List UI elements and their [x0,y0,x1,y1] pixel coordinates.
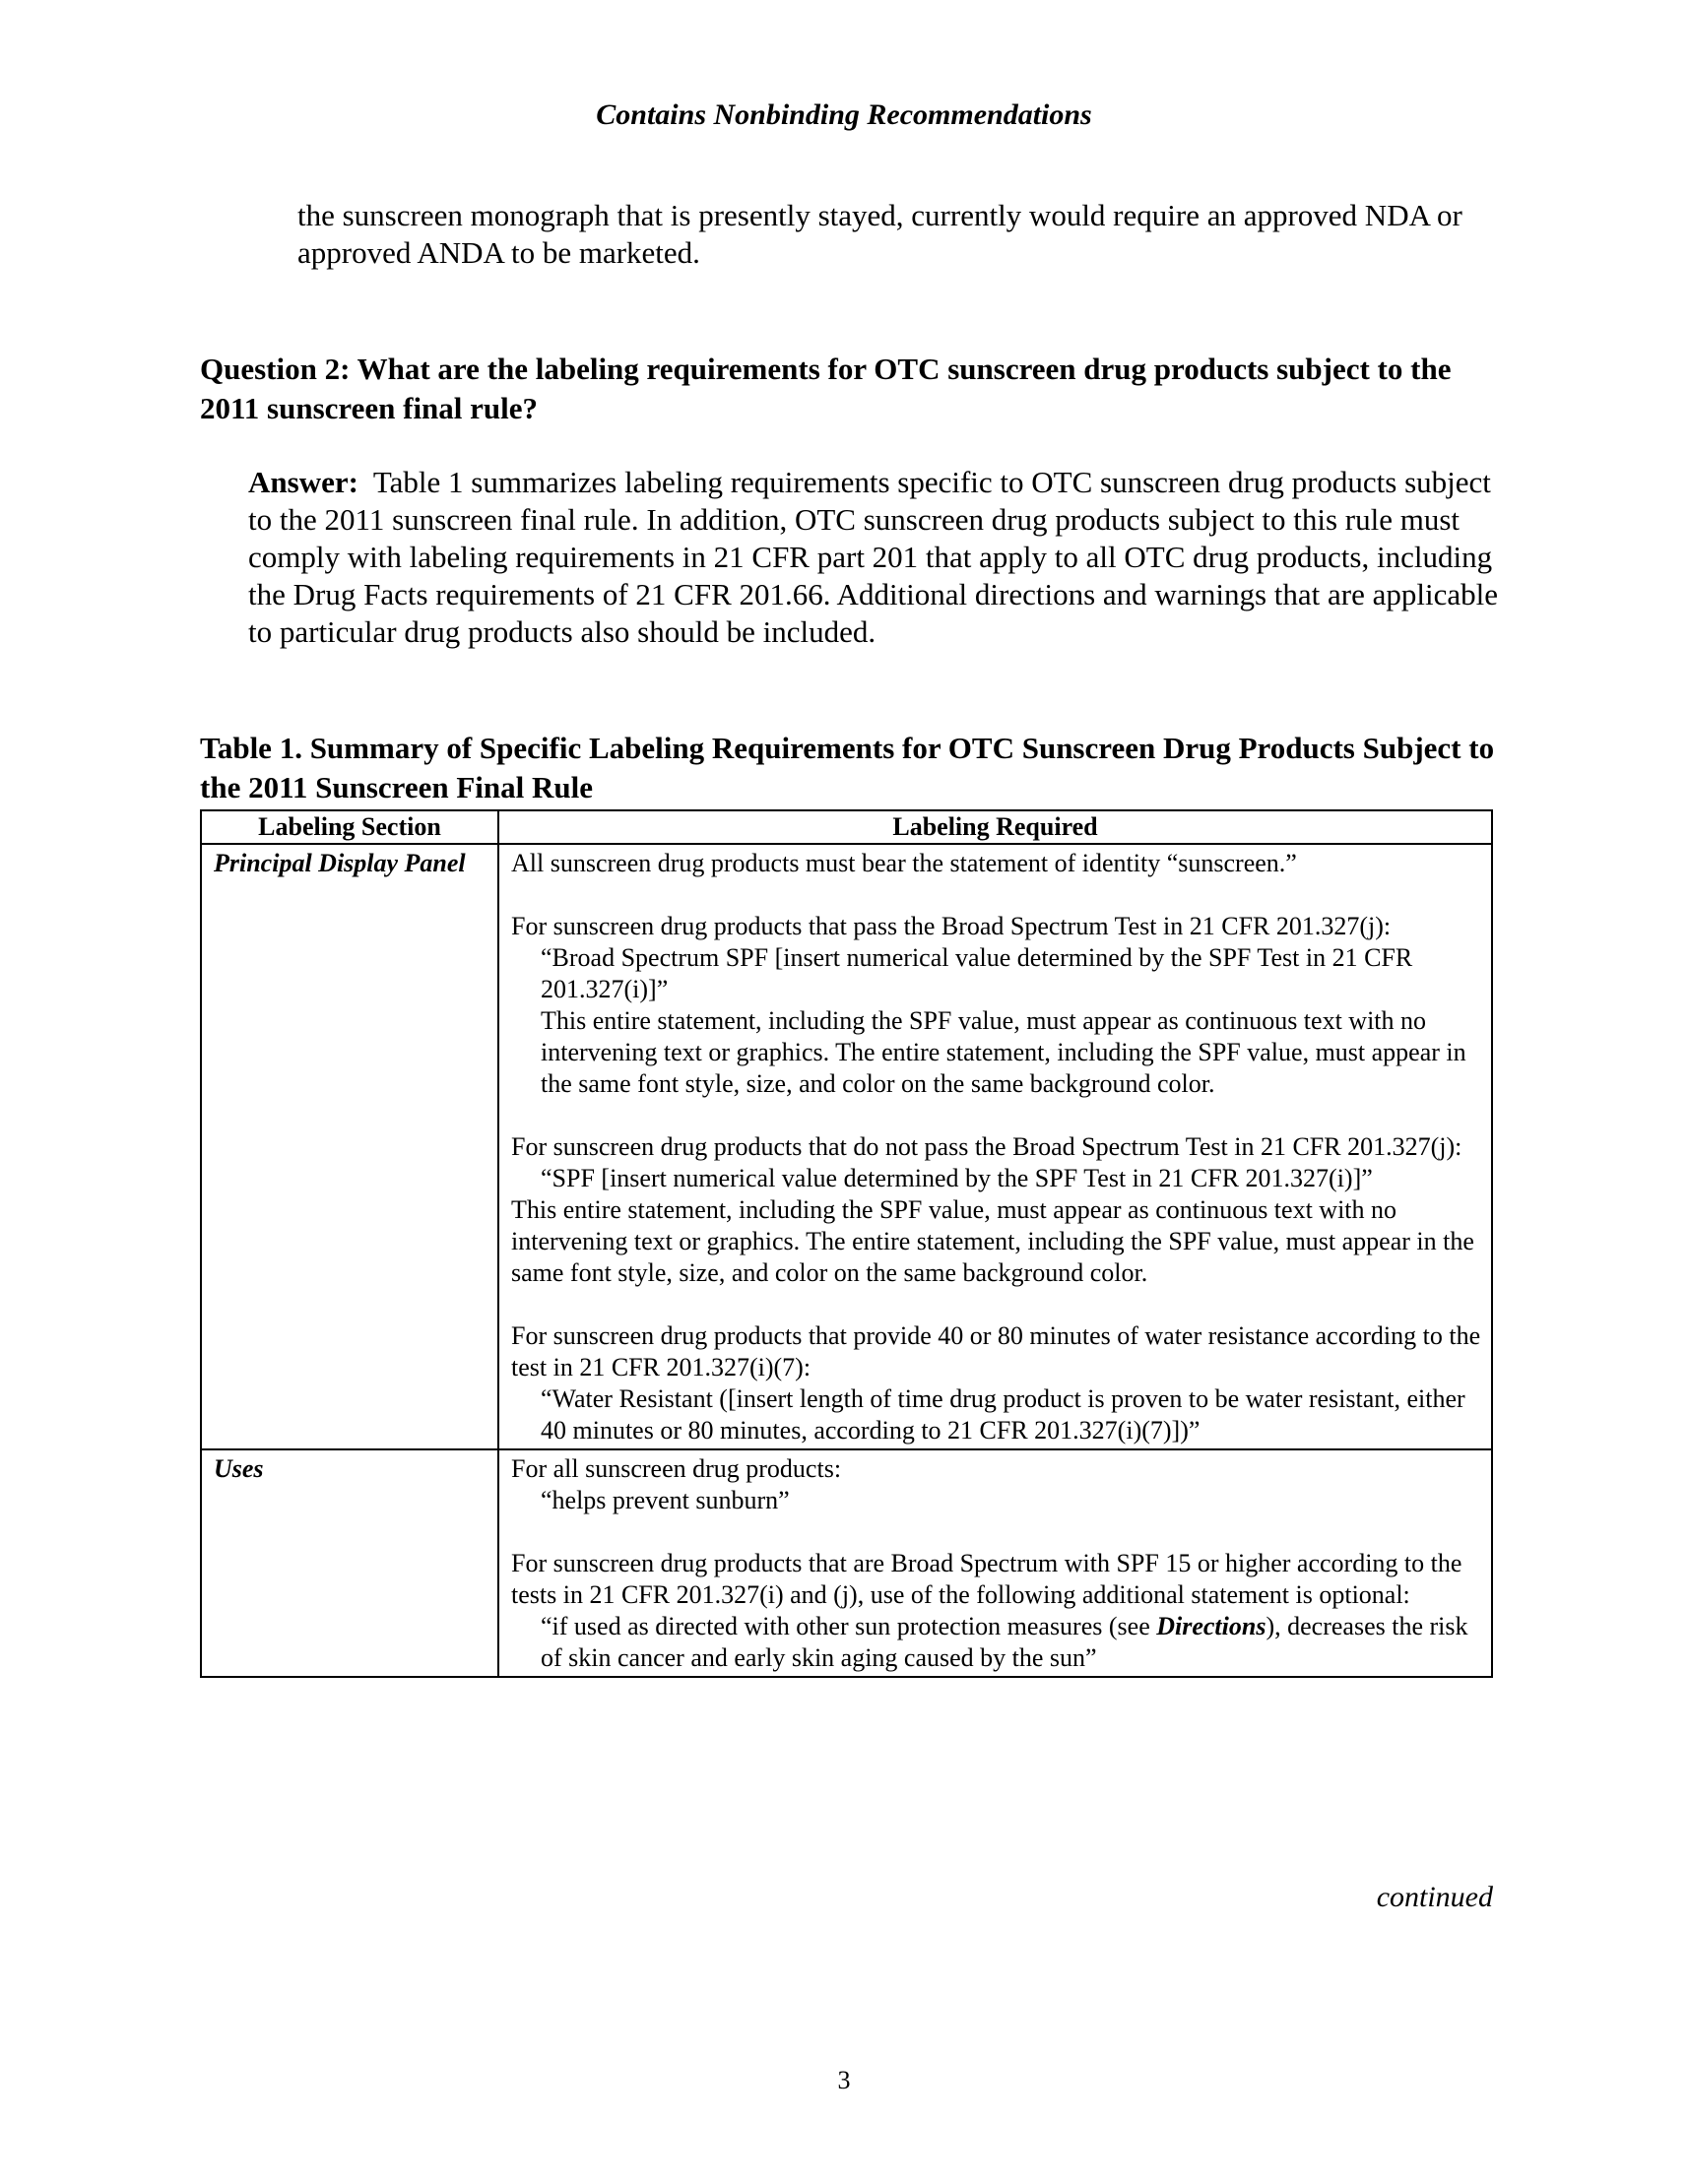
continuation-paragraph: the sunscreen monograph that is presently stayed, currently would require an approved NDA or approved ANDA to be marketed. [297,198,1462,270]
question-heading: Question 2: What are the labeling requirements for OTC sunscreen drug products subject to the 2011 sunscreen final rule? [200,352,1452,425]
non-broad-spectrum-intro: For sunscreen drug products that do not pass the Broad Spectrum Test in 21 CFR 201.327(j): [511,1132,1462,1161]
water-resistance-intro: For sunscreen drug products that provide 40 or 80 minutes of water resistance according to the test in 21 CFR 201.327(i)(7): [511,1321,1481,1381]
column-header-section: Labeling Section [201,810,498,844]
page-number: 3 [837,2066,851,2094]
non-broad-spectrum-note: This entire statement, including the SPF value, must appear as continuous text with no intervening text or graphics. The entire statement, including the SPF value, must appear in the same font style, size, and color on the same background color. [511,1195,1474,1287]
uses-quote: “helps prevent sunburn” [541,1486,790,1514]
row-requirements [498,1449,1492,1677]
optional-statement-intro: For sunscreen drug products that are Broad Spectrum with SPF 15 or higher according to the tests in 21 CFR 201.327(i) and (j), use of the following additional statement is optional: [511,1549,1462,1609]
table-row [201,1449,1492,1677]
quote-part-a: “if used as directed with other sun protection measures (see [541,1612,1157,1640]
broad-spectrum-note: This entire statement, including the SPF value, must appear as continuous text with no intervening text or graphics. The entire statement, including the SPF value, must appear in the same font style, size, and color on the same background color. [541,1006,1466,1098]
statement-of-identity: All sunscreen drug products must bear the statement of identity “sunscreen.” [511,849,1297,877]
broad-spectrum-quote: “Broad Spectrum SPF [insert numerical value determined by the SPF Test in 21 CFR 201.327(i)]” [541,943,1413,1003]
table-header-row [201,810,1492,844]
labeling-requirements-table [200,809,1493,1678]
row-section-label: Uses [201,1449,498,1677]
directions-reference: Directions [1156,1612,1266,1640]
broad-spectrum-intro: For sunscreen drug products that pass the Broad Spectrum Test in 21 CFR 201.327(j): [511,912,1392,940]
quote-part-b: ), decreases the risk of skin cancer and early skin aging caused by the sun” [541,1612,1468,1672]
optional-statement-quote [511,1611,1483,1674]
table-row [201,844,1492,1449]
page-header: Contains Nonbinding Recommendations [596,98,1092,131]
answer-paragraph [248,464,1515,651]
table-caption: Table 1. Summary of Specific Labeling Requirements for OTC Sunscreen Drug Products Subject to the 2011 Sunscreen Final Rule [200,731,1495,804]
non-broad-spectrum-quote: “SPF [insert numerical value determined by the SPF Test in 21 CFR 201.327(i)]” [541,1164,1373,1192]
uses-intro: For all sunscreen drug products: [511,1454,842,1483]
row-section-label: Principal Display Panel [201,844,498,1449]
continued-note: continued [1376,1881,1493,1913]
answer-label: Answer: [248,465,358,499]
water-resistance-quote: “Water Resistant ([insert length of time drug product is proven to be water resistant, either 40 minutes or 80 minutes, according to 21 CFR 201.327(i)(7)])” [541,1384,1465,1445]
answer-text: Table 1 summarizes labeling requirements specific to OTC sunscreen drug products subject to the 2011 sunscreen final rule. In addition, OTC sunscreen drug products subject to this rule must comply with labeling requirements in 21 CFR part 201 that apply to all OTC drug products, including the Drug Facts requirements of 21 CFR 201.66. Additional directions and warnings that are applicable to particular drug products also should be included. [248,465,1499,649]
column-header-required: Labeling Required [498,810,1492,844]
row-requirements [498,844,1492,1449]
